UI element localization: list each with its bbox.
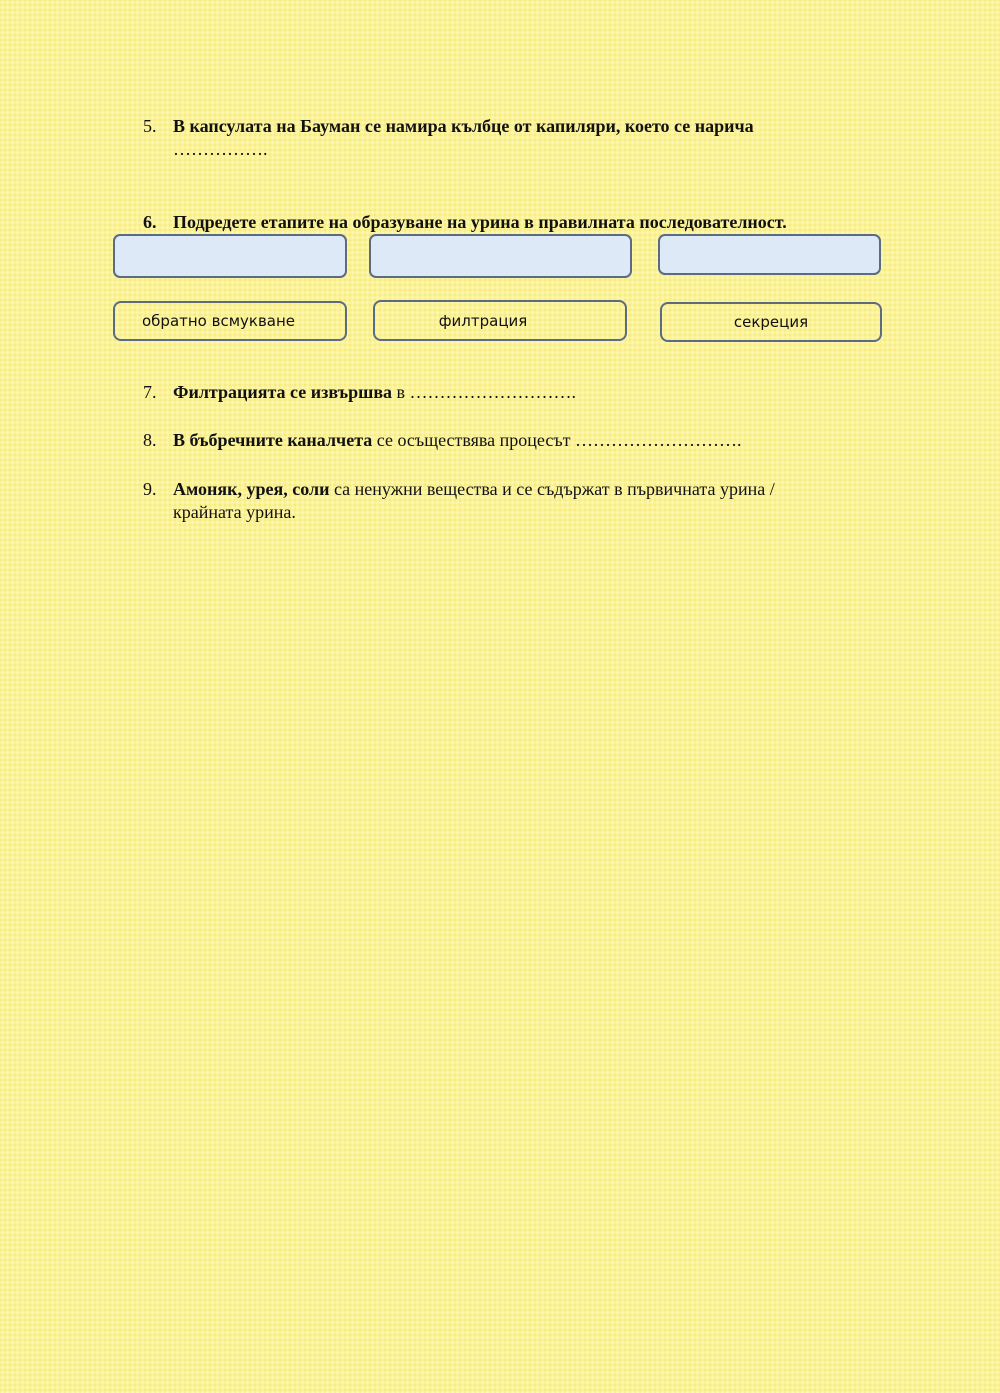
- question-text-rest: се осъществява процесът ……………………….: [372, 430, 742, 450]
- question-number: 7.: [143, 382, 157, 402]
- chip-label: секреция: [733, 313, 809, 331]
- question-number: 6.: [143, 212, 157, 232]
- answer-chip-secretion[interactable]: [660, 302, 882, 342]
- question-text-rest: в ……………………….: [392, 382, 577, 402]
- question-9: [143, 478, 843, 524]
- answer-chip-reabsorption[interactable]: [113, 301, 347, 341]
- answer-chip-filtration[interactable]: [373, 300, 627, 341]
- question-number: 8.: [143, 430, 157, 450]
- question-text-rest: са ненужни вещества и се съдържат в първичната урина / крайната урина.: [173, 479, 775, 522]
- question-7: [143, 381, 863, 404]
- question-text: В бъбречните каналчета: [173, 430, 373, 450]
- answer-blank[interactable]: …………….: [173, 139, 268, 159]
- question-text: Подредете етапите на образуване на урина в правилната последователност.: [173, 212, 787, 232]
- question-6: [143, 211, 863, 234]
- drop-slot-2[interactable]: [369, 234, 632, 278]
- drop-slot-1[interactable]: [113, 234, 347, 278]
- question-number: 5.: [143, 116, 157, 136]
- question-number: 9.: [143, 479, 157, 499]
- chip-label: филтрация: [438, 311, 528, 330]
- chip-label: обратно всмукване: [142, 312, 296, 330]
- question-text: Амоняк, урея, соли: [173, 479, 330, 499]
- question-text: В капсулата на Бауман се намира кълбце от капиляри, което се нарича: [173, 116, 754, 136]
- question-5: [143, 115, 863, 161]
- drop-slot-3[interactable]: [658, 234, 881, 275]
- question-text: Филтрацията се извършва: [173, 382, 393, 402]
- question-8: [143, 429, 863, 452]
